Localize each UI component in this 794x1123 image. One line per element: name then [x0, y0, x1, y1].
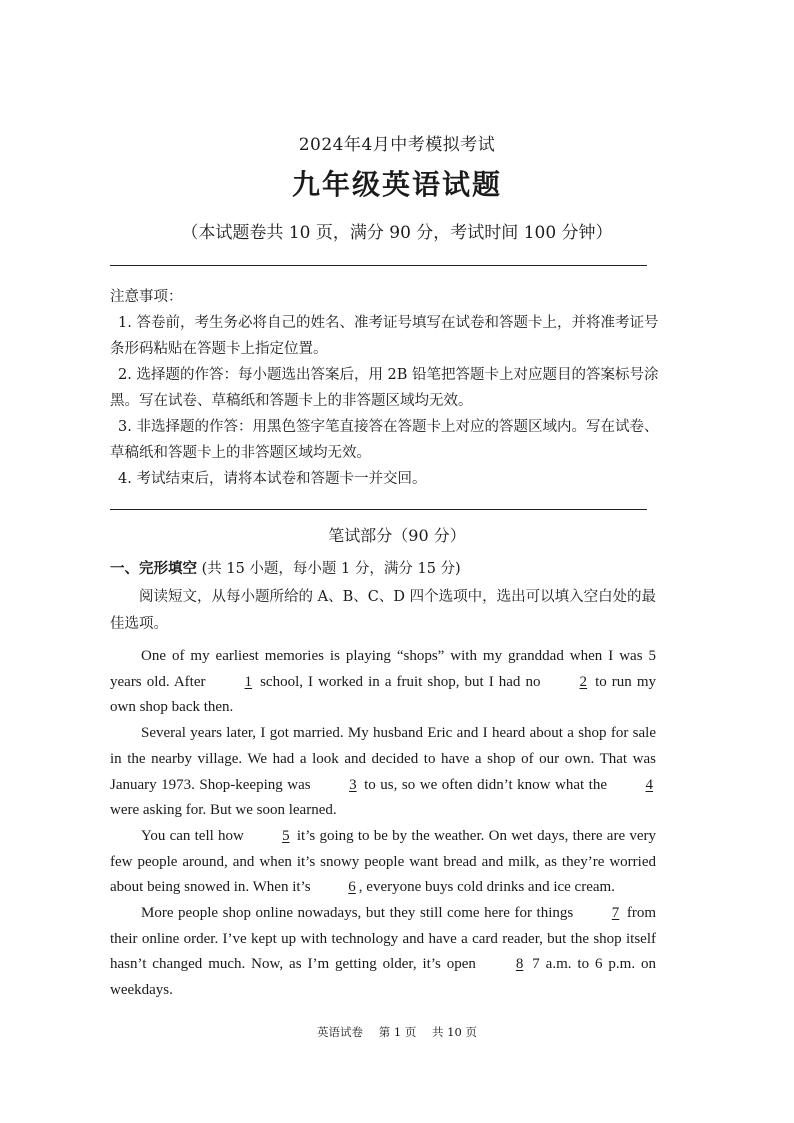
instruction-block [110, 584, 658, 638]
note-item-2: 2. 选择题的作答：每小题选出答案后，用 2B 铅笔把答题卡上对应题目的答案标号涂黑。写在试卷、草稿纸和答题卡上的非答题区域均无效。 [110, 367, 659, 409]
text-run: were asking for. But we soon learned. [110, 802, 337, 819]
exam-subtitle: （本试题卷共 10 页，满分 90 分，考试时间 100 分钟） [181, 223, 613, 243]
instruction-text: 阅读短文，从每小题所给的 A、B、C、D 四个选项中，选出可以填入空白处的最佳选项。 [110, 589, 657, 632]
text-run: More people shop online nowadays, but they still come here for things [141, 905, 574, 922]
blank-3: 3 [349, 776, 357, 793]
blank-1: 1 [244, 673, 253, 690]
footer-page-number: 第 1 页 [378, 1025, 417, 1039]
blank-8: 8 [515, 956, 524, 973]
page-footer [0, 1024, 794, 1040]
text-run: Several years later, I got married. My husband Eric and I heard about a shop for sale in the nearby village. We had a look and decided to have a shop of our own. That was January 1973. Shop-keeping was [110, 725, 656, 793]
blank-4: 4 [645, 776, 654, 793]
passage-paragraph-3 [110, 824, 656, 901]
note-item-4: 4. 考试结束后，请将本试卷和答题卡一并交回。 [118, 471, 427, 487]
text-run: , everyone buys cold drinks and ice cream. [358, 879, 615, 896]
divider-bottom [110, 509, 647, 510]
part-info: (共 15 小题，每小题 1 分，满分 15 分) [201, 561, 461, 577]
text-run: school, I worked in a fruit shop, but I had no [260, 673, 541, 690]
part-heading [110, 557, 461, 578]
part-label: 一、完形填空 [110, 560, 197, 577]
blank-6: 6 [348, 879, 356, 896]
text-run: it’s going to be by the weather. On wet days, there are very few people around, and when it’s snowy people want bread and milk, as they’re worried about being snowed in. When it’s [110, 827, 657, 896]
notes-block [110, 284, 660, 492]
passage-paragraph-2 [110, 721, 656, 824]
text-run: You can tell how [141, 827, 244, 844]
text-run: One of my earliest memories is playing “shops” with my granddad when I was 5 years old. After [110, 648, 656, 690]
note-item-3: 3. 非选择题的作答：用黑色签字笔直接答在答题卡上对应的答题区域内。写在试卷、草稿纸和答题卡上的非答题区域均无效。 [110, 419, 659, 461]
exam-date-line: 2024年4月中考模拟考试 [298, 135, 496, 155]
note-item-1: 1. 答卷前，考生务必将自己的姓名、准考证号填写在试卷和答题卡上，并将准考证号条形码粘贴在答题卡上指定位置。 [110, 315, 659, 357]
text-run: to run my own shop back then. [110, 673, 656, 716]
blank-2: 2 [579, 673, 588, 690]
footer-subject: 英语试卷 [317, 1025, 364, 1039]
passage-paragraph-1 [110, 644, 656, 721]
blank-7: 7 [611, 905, 620, 922]
exam-title: 九年级英语试题 [291, 168, 502, 201]
passage-paragraph-4 [110, 901, 656, 1004]
text-run: 7 a.m. to 6 p.m. on weekdays. [110, 956, 657, 999]
blank-5: 5 [282, 827, 290, 844]
divider-top [110, 265, 647, 266]
cloze-passage [110, 644, 656, 1004]
footer-page-total: 共 10 页 [432, 1025, 477, 1039]
notes-heading: 注意事项： [110, 289, 183, 305]
text-run: from their online order. I’ve kept up with technology and have a card reader, but the shop itself hasn’t changed much. Now, as I’m getting older, it’s open [110, 905, 657, 973]
text-run: to us, so we often didn’t know what the [364, 776, 608, 793]
section-title: 笔试部分（90 分） [328, 526, 466, 545]
